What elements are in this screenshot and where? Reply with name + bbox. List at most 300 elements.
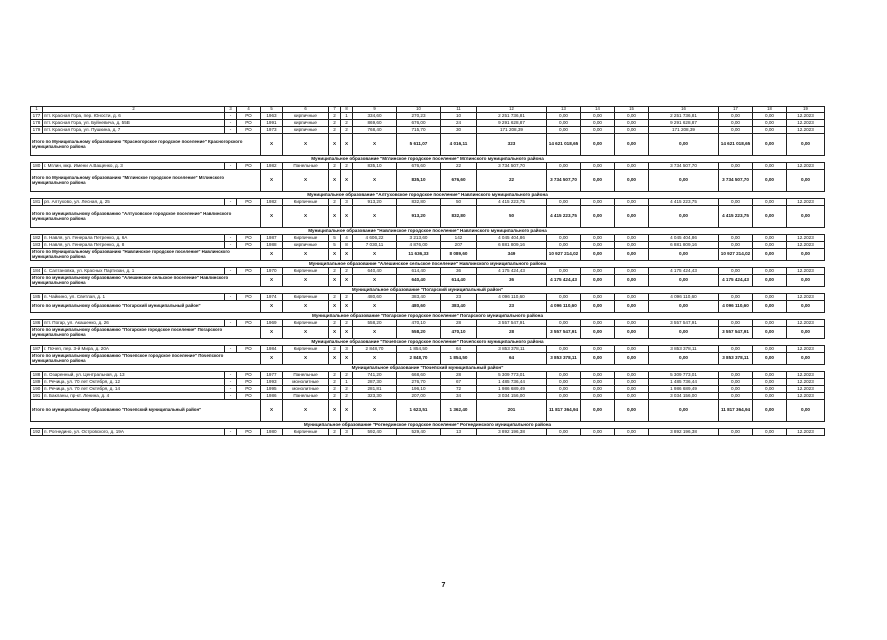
table-cell: РО	[237, 163, 261, 170]
table-cell: Кирпичные	[283, 294, 329, 301]
subtotal-cell: 0,00	[787, 249, 825, 261]
table-cell: 23	[441, 294, 477, 301]
subtotal-cell: 383,40	[441, 301, 477, 313]
subtotal-cell: 0,00	[581, 134, 615, 156]
section-heading: Муниципальное образование "Погарский муниципальный район"	[31, 287, 825, 294]
table-cell: 4 096 110,60	[477, 294, 547, 301]
table-cell: 1	[341, 379, 353, 386]
table-cell: 191	[31, 393, 43, 400]
table-cell: 0,00	[615, 386, 649, 393]
table-cell: 2	[341, 268, 353, 275]
table-cell: 741,20	[353, 372, 397, 379]
table-cell: 72	[441, 386, 477, 393]
table-cell: 3 734 507,70	[649, 163, 719, 170]
table-cell: п. Речица, ул. 70 лет Октября, д. 14	[43, 386, 225, 393]
table-cell: 4 415 223,75	[649, 199, 719, 206]
table-cell: 12.2023	[787, 268, 825, 275]
table-cell: 0,00	[719, 346, 753, 353]
table-cell: Кирпичные	[283, 320, 329, 327]
table-cell: пгт. Погар, ул. Акашенко, д. 26	[43, 320, 225, 327]
table-cell: РО	[237, 242, 261, 249]
table-cell: 1980	[261, 429, 283, 436]
section-heading-row	[31, 422, 825, 429]
table-cell: 0,00	[753, 235, 787, 242]
table-cell: 2	[341, 127, 353, 134]
table-cell: РО	[237, 372, 261, 379]
subtotal-cell: X	[283, 170, 329, 192]
table-row	[31, 320, 825, 327]
subtotal-cell: 323	[477, 134, 547, 156]
subtotal-cell: 4 016,11	[441, 134, 477, 156]
table-cell: 1 485 736,44	[477, 379, 547, 386]
table-cell: 4 175 424,43	[477, 268, 547, 275]
section-heading: Муниципальное образование "Почепское городское поселение" Почепского муниципального района	[31, 339, 825, 346]
table-cell: 0,00	[581, 320, 615, 327]
table-cell: 0,00	[615, 379, 649, 386]
subtotal-cell: 0,00	[649, 275, 719, 287]
subtotal-cell: 0,00	[787, 275, 825, 287]
subtotal-row	[31, 275, 825, 287]
table-cell: 1977	[261, 372, 283, 379]
table-cell: п. Рогнедино, ул. Островского, д. 19А	[43, 429, 225, 436]
table-cell: п. Речица, ул. 70 лет Октября, д. 12	[43, 379, 225, 386]
table-cell: 2	[329, 320, 341, 327]
subtotal-cell: X	[341, 134, 353, 156]
table-cell: 0,00	[581, 113, 615, 120]
table-cell: 0,00	[581, 199, 615, 206]
subtotal-cell: 0,00	[753, 353, 787, 365]
table-cell: 1970	[261, 268, 283, 275]
table-cell: 2	[329, 127, 341, 134]
table-cell: 12.2023	[787, 379, 825, 386]
table-cell: 2	[329, 429, 341, 436]
table-cell: -	[225, 268, 237, 275]
subtotal-cell: 0,00	[615, 275, 649, 287]
subtotal-cell: 0,00	[649, 353, 719, 365]
table-cell: 2	[329, 346, 341, 353]
page-number: 7	[441, 582, 446, 589]
table-cell: 0,00	[547, 386, 581, 393]
table-cell: РО	[237, 127, 261, 134]
subtotal-cell: X	[283, 400, 329, 422]
table-cell: 0,00	[615, 429, 649, 436]
table-cell: 50	[441, 199, 477, 206]
subtotal-cell: 0,00	[753, 206, 787, 228]
table-cell: 558,20	[353, 320, 397, 327]
table-cell: 1982	[261, 199, 283, 206]
subtotal-cell: 614,40	[441, 275, 477, 287]
section-heading: Муниципальное образование "Алтуховское городское поселение" Навлинского муниципального района	[31, 192, 825, 199]
subtotal-cell: X	[341, 170, 353, 192]
subtotal-cell: 0,00	[649, 134, 719, 156]
subtotal-cell: X	[329, 327, 341, 339]
table-cell: 0,00	[615, 199, 649, 206]
table-cell: РО	[237, 346, 261, 353]
column-number: 9	[353, 107, 397, 113]
table-cell: Кирпичные	[283, 346, 329, 353]
table-cell: 2 251 736,81	[649, 113, 719, 120]
subtotal-cell: 1 854,50	[441, 353, 477, 365]
table-cell: 0,00	[615, 127, 649, 134]
table-cell: 869,60	[353, 120, 397, 127]
table-cell: 12.2023	[787, 163, 825, 170]
table-cell: 0,00	[581, 268, 615, 275]
section-heading: Муниципальное образование "Навлинское городское поселение" Навлинского муниципального района	[31, 228, 825, 235]
table-cell: 0,00	[753, 379, 787, 386]
table-cell: 12.2023	[787, 235, 825, 242]
table-cell: 4 606,22	[353, 235, 397, 242]
table-cell: 270,23	[397, 113, 441, 120]
table-cell: кирпичные	[283, 127, 329, 134]
column-number: 2	[43, 107, 225, 113]
table-cell: кирпичные	[283, 120, 329, 127]
table-cell: 0,00	[753, 127, 787, 134]
table-cell: 4 045 404,86	[477, 235, 547, 242]
subtotal-cell: 10 927 214,02	[719, 249, 753, 261]
subtotal-cell: 0,00	[581, 327, 615, 339]
table-cell: п. Навля, ул. Генерала Петренко, д. 6А	[43, 235, 225, 242]
subtotal-cell: 0,00	[581, 249, 615, 261]
subtotal-cell: 0,00	[649, 400, 719, 422]
table-cell: 1988	[261, 242, 283, 249]
subtotal-cell: X	[261, 301, 283, 313]
table-cell: 12.2023	[787, 320, 825, 327]
table-cell: 207,00	[397, 393, 441, 400]
table-cell: 196,10	[397, 386, 441, 393]
table-cell: Кирпичные	[283, 429, 329, 436]
table-cell: -	[225, 386, 237, 393]
subtotal-cell: 0,00	[787, 170, 825, 192]
subtotal-cell: X	[353, 275, 397, 287]
table-cell: 2	[341, 386, 353, 393]
table-cell: пгт. Красная Гора, пер. Юности, д. 6	[43, 113, 225, 120]
table-cell: 13	[441, 429, 477, 436]
table-cell: 0,00	[581, 379, 615, 386]
subtotal-cell: 0,00	[581, 275, 615, 287]
subtotal-cell: 0,00	[787, 400, 825, 422]
subtotal-cell: 4 096 110,60	[719, 301, 753, 313]
column-number: 11	[441, 107, 477, 113]
subtotal-row	[31, 170, 825, 192]
subtotal-cell: X	[261, 353, 283, 365]
table-cell: 0,00	[719, 320, 753, 327]
table-cell: 529,40	[397, 429, 441, 436]
subtotal-label: Итого по Муниципальному образованию "Навлинское городское поселение" Навлинского муниципального района	[31, 249, 261, 261]
subtotal-cell: 0,00	[615, 170, 649, 192]
subtotal-cell: 4 415 223,75	[719, 206, 753, 228]
table-cell: 5	[329, 242, 341, 249]
table-cell: 470,10	[397, 320, 441, 327]
table-cell: 1 986 689,49	[477, 386, 547, 393]
table-cell: 36	[441, 268, 477, 275]
section-heading: Муниципальное образование "Погарское городское поселение" Погарского муниципального района	[31, 313, 825, 320]
table-cell: 1 485 736,44	[649, 379, 719, 386]
subtotal-cell: X	[341, 249, 353, 261]
table-cell: 0,00	[615, 163, 649, 170]
subtotal-cell: X	[341, 301, 353, 313]
column-number: 18	[753, 107, 787, 113]
subtotal-cell: X	[353, 301, 397, 313]
table-cell: 2	[329, 386, 341, 393]
table-cell: 0,00	[581, 429, 615, 436]
table-cell: РО	[237, 199, 261, 206]
table-cell: 184	[31, 268, 43, 275]
subtotal-cell: X	[353, 327, 397, 339]
table-cell: 178	[31, 120, 43, 127]
table-cell: 4 876,00	[397, 242, 441, 249]
table-cell: 913,20	[353, 199, 397, 206]
table-cell: 28	[441, 372, 477, 379]
table-cell: 179	[31, 127, 43, 134]
table-cell: 2 848,70	[353, 346, 397, 353]
table-cell: 22	[441, 163, 477, 170]
table-cell: 0,00	[753, 294, 787, 301]
subtotal-cell: X	[329, 301, 341, 313]
column-number: 7	[329, 107, 341, 113]
subtotal-cell: X	[353, 353, 397, 365]
table-cell: 3 034 156,00	[477, 393, 547, 400]
subtotal-label: Итого по Муниципальному образованию "Красногорское городское поселение" Красногорского муниципального района	[31, 134, 261, 156]
table-cell: РО	[237, 320, 261, 327]
table-cell: 323,30	[353, 393, 397, 400]
section-heading-row	[31, 339, 825, 346]
table-cell: 0,00	[581, 386, 615, 393]
subtotal-cell: X	[341, 327, 353, 339]
subtotal-cell: 36	[477, 275, 547, 287]
table-cell: 12.2023	[787, 386, 825, 393]
table-cell: 276,70	[397, 379, 441, 386]
table-row	[31, 120, 825, 127]
table-cell: 181	[31, 199, 43, 206]
table-cell: 0,00	[581, 127, 615, 134]
subtotal-row	[31, 206, 825, 228]
table-row	[31, 127, 825, 134]
table-cell: -	[225, 320, 237, 327]
subtotal-cell: 470,10	[441, 327, 477, 339]
subtotal-cell: 8 089,60	[441, 249, 477, 261]
subtotal-cell: X	[283, 353, 329, 365]
table-cell: 1 854,50	[397, 346, 441, 353]
table-cell: 835,10	[353, 163, 397, 170]
subtotal-cell: 0,00	[753, 275, 787, 287]
table-cell: 0,00	[547, 379, 581, 386]
table-cell: пгт. Красная Гора, ул. Пушкина, д. 7	[43, 127, 225, 134]
subtotal-cell: 0,00	[753, 327, 787, 339]
table-cell: 2	[329, 113, 341, 120]
subtotal-cell: 3 734 507,70	[719, 170, 753, 192]
subtotal-cell: 3 557 547,91	[547, 327, 581, 339]
section-heading-row	[31, 261, 825, 268]
subtotal-cell: X	[329, 275, 341, 287]
column-number: 17	[719, 107, 753, 113]
subtotal-cell: 0,00	[649, 327, 719, 339]
table-cell: 1	[341, 113, 353, 120]
table-cell: 0,00	[753, 113, 787, 120]
table-cell: 0,00	[719, 199, 753, 206]
subtotal-cell: 3 734 507,70	[547, 170, 581, 192]
subtotal-cell: 3 853 378,11	[547, 353, 581, 365]
subtotal-cell: 3 853 378,11	[719, 353, 753, 365]
subtotal-cell: X	[353, 249, 397, 261]
subtotal-cell: 835,10	[397, 170, 441, 192]
table-cell: Панельные	[283, 163, 329, 170]
subtotal-cell: 23	[477, 301, 547, 313]
subtotal-cell: 0,00	[649, 301, 719, 313]
subtotal-cell: 0,00	[787, 353, 825, 365]
column-number: 6	[283, 107, 329, 113]
subtotal-cell: 1 623,51	[397, 400, 441, 422]
table-cell: 0,00	[615, 294, 649, 301]
table-cell: 0,00	[547, 120, 581, 127]
subtotal-cell: 2 848,70	[397, 353, 441, 365]
table-cell: 0,00	[753, 163, 787, 170]
table-cell: 715,70	[397, 127, 441, 134]
table-cell: 0,00	[719, 379, 753, 386]
table-cell: 183	[31, 242, 43, 249]
table-cell: 188	[31, 372, 43, 379]
table-cell: 192	[31, 429, 43, 436]
table-cell: 0,00	[547, 320, 581, 327]
table-cell: 3 853 378,11	[649, 346, 719, 353]
table-cell: 8	[341, 242, 353, 249]
table-cell: 4	[341, 235, 353, 242]
table-cell: 2	[341, 120, 353, 127]
table-cell: 0,00	[615, 235, 649, 242]
table-cell: п. Чайкино, ул. Светлая, д. 1	[43, 294, 225, 301]
subtotal-cell: 0,00	[787, 327, 825, 339]
table-cell: 2	[341, 372, 353, 379]
table-cell: 0,00	[719, 393, 753, 400]
table-cell: 287,30	[353, 379, 397, 386]
table-cell: 0,00	[547, 163, 581, 170]
table-row	[31, 199, 825, 206]
table-cell: 4 175 424,43	[649, 268, 719, 275]
table-cell: 12.2023	[787, 372, 825, 379]
table-cell: 0,00	[753, 429, 787, 436]
subtotal-cell: 10 927 214,02	[547, 249, 581, 261]
table-cell: 2	[329, 199, 341, 206]
table-cell: 3	[341, 346, 353, 353]
subtotal-label: Итого по муниципальному образованию "Погарское городское поселение" Погарского муниципального района	[31, 327, 261, 339]
subtotal-cell: X	[341, 400, 353, 422]
table-cell: 28	[441, 320, 477, 327]
table-cell: РО	[237, 393, 261, 400]
table-cell: 3	[341, 429, 353, 436]
table-cell: 614,40	[397, 268, 441, 275]
table-cell: 0,00	[615, 320, 649, 327]
table-cell: 640,40	[353, 268, 397, 275]
table-cell: 334,60	[353, 113, 397, 120]
table-cell: 2	[341, 320, 353, 327]
table-cell: 64	[441, 346, 477, 353]
table-cell: 1995	[261, 386, 283, 393]
section-heading-row	[31, 365, 825, 372]
table-cell: -	[225, 242, 237, 249]
subtotal-cell: X	[341, 353, 353, 365]
table-cell: 187	[31, 346, 43, 353]
subtotal-cell: 14 621 018,65	[719, 134, 753, 156]
table-row	[31, 386, 825, 393]
table-cell: 34	[441, 393, 477, 400]
table-cell: 186	[31, 320, 43, 327]
table-cell: -	[225, 393, 237, 400]
table-cell: 5 309 773,01	[649, 372, 719, 379]
subtotal-cell: X	[353, 170, 397, 192]
table-cell: 12.2023	[787, 429, 825, 436]
column-number: 16	[649, 107, 719, 113]
subtotal-cell: X	[261, 249, 283, 261]
subtotal-cell: X	[329, 170, 341, 192]
table-cell: 0,00	[753, 268, 787, 275]
subtotal-cell: 0,00	[581, 400, 615, 422]
subtotal-cell: X	[341, 275, 353, 287]
table-cell: 0,00	[719, 120, 753, 127]
table-cell: 24	[441, 120, 477, 127]
table-row	[31, 113, 825, 120]
table-cell: 67	[441, 379, 477, 386]
table-cell: Кирпичные	[283, 199, 329, 206]
table-cell: 12.2023	[787, 120, 825, 127]
subtotal-cell: 0,00	[615, 301, 649, 313]
subtotal-cell: 676,60	[441, 170, 477, 192]
table-cell: 177	[31, 113, 43, 120]
table-cell: 2	[329, 268, 341, 275]
column-number: 10	[397, 107, 441, 113]
table-cell: 12.2023	[787, 346, 825, 353]
table-cell: 0,00	[547, 294, 581, 301]
subtotal-cell: 0,00	[787, 134, 825, 156]
document-table-area	[30, 106, 824, 436]
table-cell: 0,00	[547, 268, 581, 275]
table-cell: 0,00	[719, 429, 753, 436]
subtotal-cell: 0,00	[615, 400, 649, 422]
subtotal-cell: X	[353, 400, 397, 422]
subtotal-cell: X	[353, 134, 397, 156]
table-cell: -	[225, 372, 237, 379]
subtotal-cell: 5 611,07	[397, 134, 441, 156]
subtotal-cell: 22	[477, 170, 547, 192]
table-cell: г. Мглин, мкр. Имени А.Ващенко, д. 3	[43, 163, 225, 170]
subtotal-cell: 0,00	[649, 170, 719, 192]
subtotal-row	[31, 400, 825, 422]
subtotal-row	[31, 249, 825, 261]
subtotal-cell: 201	[477, 400, 547, 422]
table-cell: 0,00	[753, 372, 787, 379]
table-cell: 0,00	[719, 268, 753, 275]
table-cell: 180	[31, 163, 43, 170]
table-cell: 0,00	[615, 372, 649, 379]
table-row	[31, 372, 825, 379]
table-cell: 0,00	[615, 346, 649, 353]
subtotal-label: Итого по Муниципальному образованию "Мглинское городское поселение" Мглинского муниципального района	[31, 170, 261, 192]
table-cell: 0,00	[719, 294, 753, 301]
table-row	[31, 346, 825, 353]
table-row	[31, 268, 825, 275]
table-cell: 9 291 628,87	[649, 120, 719, 127]
table-cell: Кирпичные	[283, 235, 329, 242]
table-cell: рп. Алтухово, ул. Лесная, д. 25	[43, 199, 225, 206]
table-cell: 0,00	[547, 199, 581, 206]
table-cell: 2	[329, 393, 341, 400]
column-number: 4	[237, 107, 261, 113]
table-cell: РО	[237, 294, 261, 301]
column-number: 13	[547, 107, 581, 113]
subtotal-cell: 558,20	[397, 327, 441, 339]
table-cell: 2 251 736,81	[477, 113, 547, 120]
subtotal-cell: 0,00	[649, 206, 719, 228]
subtotal-cell: 480,60	[397, 301, 441, 313]
table-cell: 1987	[261, 235, 283, 242]
